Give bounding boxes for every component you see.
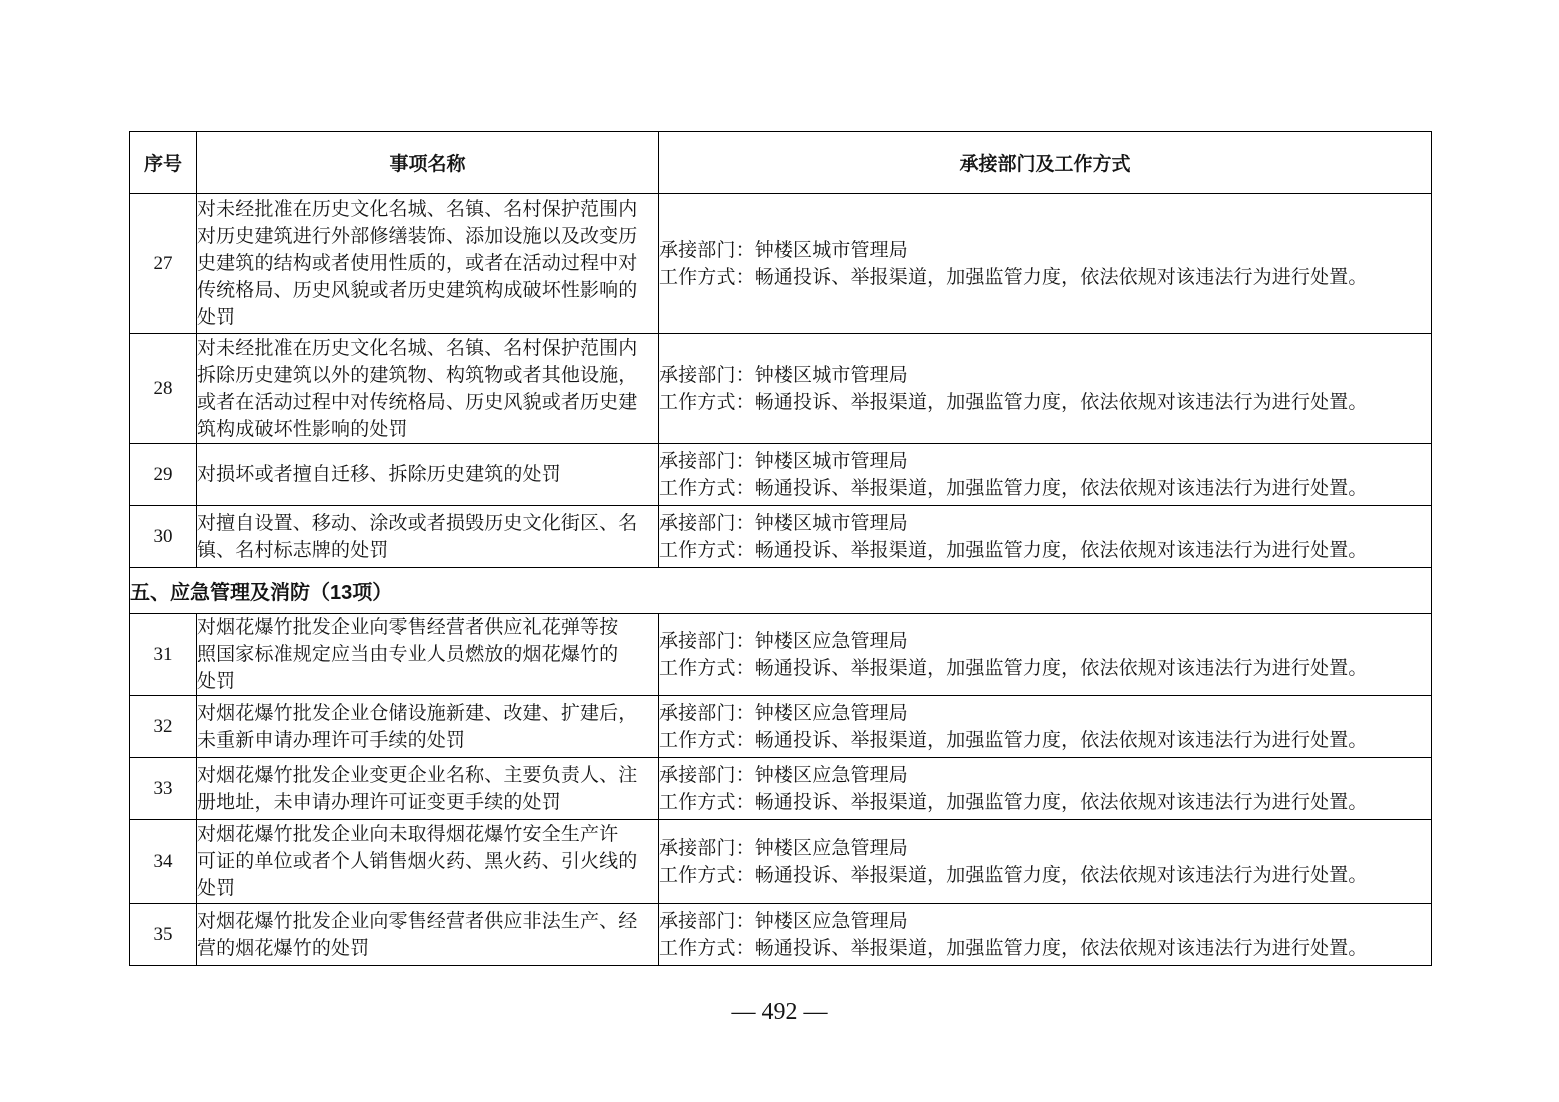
department-and-method [659,820,1432,904]
row-number: 32 [130,696,197,758]
table-row [130,506,1432,568]
page-number: — 492 — [731,999,828,1025]
row-number: 33 [130,758,197,820]
department: 承接部门：钟楼区应急管理局 [659,630,908,652]
work-method: 工作方式：畅通投诉、举报渠道，加强监管力度，依法依规对该违法行为进行处置。 [659,864,1368,886]
row-number: 27 [130,194,197,334]
table-row [130,820,1432,904]
department: 承接部门：钟楼区应急管理局 [659,837,908,859]
table-row [130,334,1432,444]
item-name: 对未经批准在历史文化名城、名镇、名村保护范围内 拆除历史建筑以外的建筑物、构筑物或者其他设施， 或者在活动过程中对传统格局、历史风貌或者历史建 筑构成破坏性影响的处罚 [197,334,659,444]
work-method: 工作方式：畅通投诉、举报渠道，加强监管力度，依法依规对该违法行为进行处置。 [659,729,1368,751]
header-dept-method: 承接部门及工作方式 [659,132,1432,194]
table-row [130,758,1432,820]
work-method: 工作方式：畅通投诉、举报渠道，加强监管力度，依法依规对该违法行为进行处置。 [659,477,1368,499]
work-method: 工作方式：畅通投诉、举报渠道，加强监管力度，依法依规对该违法行为进行处置。 [659,657,1368,679]
table-row [130,444,1432,506]
row-number: 29 [130,444,197,506]
item-name: 对烟花爆竹批发企业向零售经营者供应礼花弹等按 照国家标准规定应当由专业人员燃放的烟花爆竹的 处罚 [197,614,659,696]
row-number: 31 [130,614,197,696]
row-number: 28 [130,334,197,444]
item-name: 对烟花爆竹批发企业仓储设施新建、改建、扩建后， 未重新申请办理许可手续的处罚 [197,696,659,758]
department-and-method [659,614,1432,696]
work-method: 工作方式：畅通投诉、举报渠道，加强监管力度，依法依规对该违法行为进行处置。 [659,391,1368,413]
department: 承接部门：钟楼区城市管理局 [659,364,908,386]
department-and-method [659,194,1432,334]
header-item-name: 事项名称 [197,132,659,194]
row-number: 34 [130,820,197,904]
table-row [130,904,1432,966]
department: 承接部门：钟楼区应急管理局 [659,764,908,786]
department: 承接部门：钟楼区城市管理局 [659,512,908,534]
work-method: 工作方式：畅通投诉、举报渠道，加强监管力度，依法依规对该违法行为进行处置。 [659,266,1368,288]
section-row [130,568,1432,614]
table-row [130,696,1432,758]
work-method: 工作方式：畅通投诉、举报渠道，加强监管力度，依法依规对该违法行为进行处置。 [659,791,1368,813]
department-and-method [659,506,1432,568]
department-and-method [659,444,1432,506]
header-seq: 序号 [130,132,197,194]
department: 承接部门：钟楼区城市管理局 [659,239,908,261]
department-and-method [659,904,1432,966]
item-name: 对未经批准在历史文化名城、名镇、名村保护范围内 对历史建筑进行外部修缮装饰、添加设施以及改变历 史建筑的结构或者使用性质的，或者在活动过程中对 传统格局、历史风貌或者历史建筑构成破坏性影响的 处罚 [197,194,659,334]
table-row [130,614,1432,696]
department: 承接部门：钟楼区城市管理局 [659,450,908,472]
item-name: 对烟花爆竹批发企业变更企业名称、主要负责人、注 册地址，未申请办理许可证变更手续的处罚 [197,758,659,820]
work-method: 工作方式：畅通投诉、举报渠道，加强监管力度，依法依规对该违法行为进行处置。 [659,539,1368,561]
section-title: 五、应急管理及消防（13项） [130,568,1432,614]
department-and-method [659,696,1432,758]
work-method: 工作方式：畅通投诉、举报渠道，加强监管力度，依法依规对该违法行为进行处置。 [659,937,1368,959]
item-name: 对烟花爆竹批发企业向零售经营者供应非法生产、经 营的烟花爆竹的处罚 [197,904,659,966]
matters-table [129,131,1432,966]
department: 承接部门：钟楼区应急管理局 [659,702,908,724]
department-and-method [659,334,1432,444]
department-and-method [659,758,1432,820]
row-number: 35 [130,904,197,966]
table-header-row [130,132,1432,194]
table-row [130,194,1432,334]
item-name: 对烟花爆竹批发企业向未取得烟花爆竹安全生产许 可证的单位或者个人销售烟火药、黑火药、引火线的 处罚 [197,820,659,904]
item-name: 对擅自设置、移动、涂改或者损毁历史文化街区、名 镇、名村标志牌的处罚 [197,506,659,568]
row-number: 30 [130,506,197,568]
item-name: 对损坏或者擅自迁移、拆除历史建筑的处罚 [197,444,659,506]
department: 承接部门：钟楼区应急管理局 [659,910,908,932]
